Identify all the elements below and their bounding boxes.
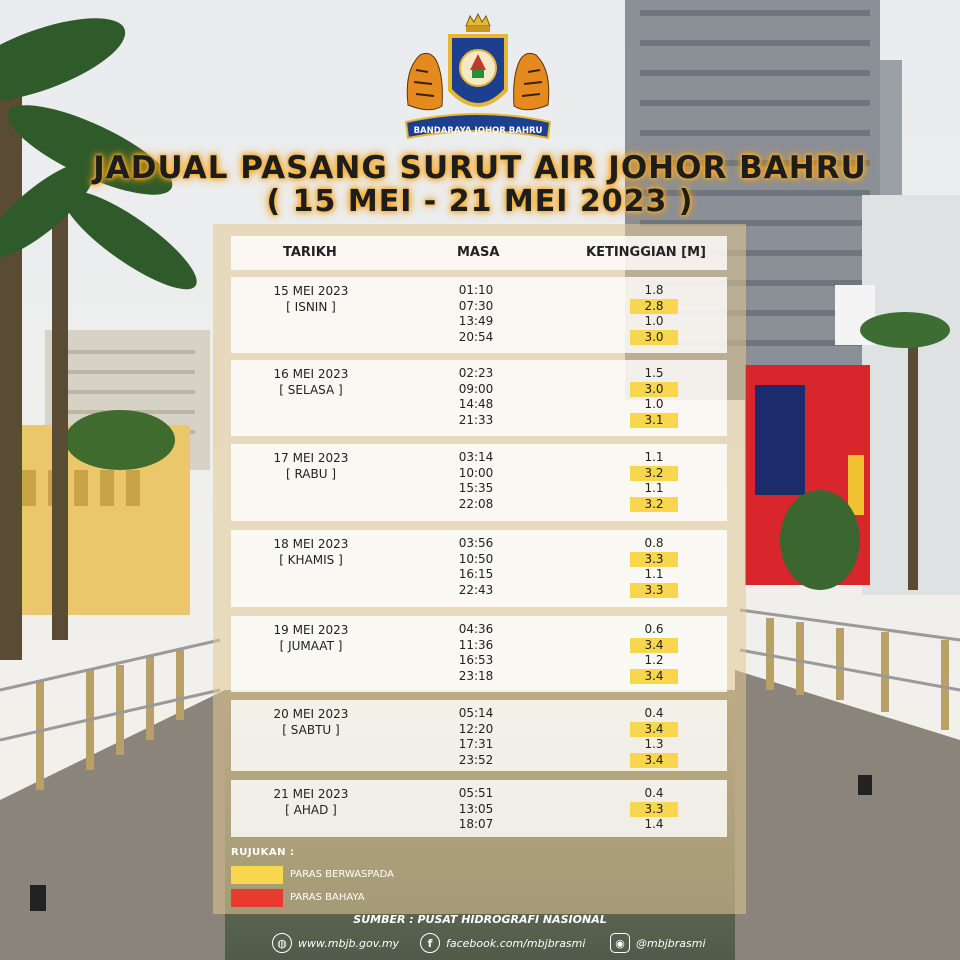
tide-height: 1.2 xyxy=(644,653,664,667)
tide-time: 04:36 xyxy=(458,622,494,636)
weekday-text: [ RABU ] xyxy=(285,467,337,481)
facebook-icon: f xyxy=(420,933,440,953)
day-row xyxy=(231,360,727,436)
facebook-text: facebook.com/mbjbrasmi xyxy=(446,936,586,950)
tide-height-warning: 3.3 xyxy=(630,583,678,599)
source-credit: SUMBER : PUSAT HIDROGRAFI NASIONAL xyxy=(353,913,607,926)
day-date xyxy=(231,366,391,398)
day-row xyxy=(231,700,727,771)
day-date xyxy=(231,536,391,568)
tide-time: 13:49 xyxy=(458,314,494,328)
tide-height: 1.1 xyxy=(644,567,664,581)
legend-title: RUJUKAN : xyxy=(231,847,295,858)
tide-time: 13:05 xyxy=(458,801,494,816)
weekday-text: [ AHAD ] xyxy=(285,803,337,817)
instagram-text: @mbjbrasmi xyxy=(636,936,706,950)
day-row xyxy=(231,444,727,521)
tide-times xyxy=(416,786,536,833)
tide-time: 10:50 xyxy=(458,551,494,566)
tide-height: 0.6 xyxy=(644,622,664,636)
tide-time: 14:48 xyxy=(458,397,494,411)
day-row xyxy=(231,277,727,353)
date-range-title: ( 15 MEI - 21 MEI 2023 ) xyxy=(266,184,694,219)
tide-height-warning: 3.2 xyxy=(630,497,678,513)
weekday-text: [ SABTU ] xyxy=(282,723,340,737)
tide-heights xyxy=(630,283,678,345)
tide-times xyxy=(416,622,536,684)
tide-height: 0.8 xyxy=(644,536,664,550)
tide-time: 21:33 xyxy=(458,412,494,427)
weekday-text: [ ISNIN ] xyxy=(286,300,336,314)
tide-times xyxy=(416,450,536,512)
tide-heights xyxy=(630,786,678,833)
tide-height: 1.0 xyxy=(644,397,664,411)
page-title: JADUAL PASANG SURUT AIR JOHOR BAHRU xyxy=(93,150,867,186)
tide-time: 05:14 xyxy=(458,706,494,720)
tide-height-warning: 3.4 xyxy=(630,669,678,685)
tide-time: 23:18 xyxy=(458,668,494,683)
tide-heights xyxy=(630,450,678,512)
website-link[interactable] xyxy=(272,932,399,954)
header-time: MASA xyxy=(457,245,500,260)
header-height: KETINGGIAN [M] xyxy=(586,245,707,260)
weekday-text: [ SELASA ] xyxy=(279,383,343,397)
tide-height: 0.4 xyxy=(644,786,664,800)
day-date xyxy=(231,450,391,482)
globe-icon: ◍ xyxy=(272,933,292,953)
tide-heights xyxy=(630,706,678,768)
tide-height-warning: 2.8 xyxy=(630,299,678,315)
tide-time: 12:20 xyxy=(458,721,494,736)
tide-height: 0.4 xyxy=(644,706,664,720)
tide-height: 1.1 xyxy=(644,481,664,495)
tide-heights xyxy=(630,536,678,598)
tide-height-warning: 3.4 xyxy=(630,753,678,769)
legend-label-warning: PARAS BERWASPADA xyxy=(290,869,394,880)
tide-times xyxy=(416,706,536,768)
table-header xyxy=(231,236,727,270)
tide-time: 23:52 xyxy=(458,752,494,767)
tide-height-warning: 3.0 xyxy=(630,330,678,346)
tide-time: 15:35 xyxy=(458,481,494,495)
tide-time: 20:54 xyxy=(458,329,494,344)
tide-times xyxy=(416,283,536,345)
date-text: 16 MEI 2023 xyxy=(273,367,349,381)
tide-height: 1.4 xyxy=(644,817,664,831)
tide-time: 03:56 xyxy=(458,536,494,550)
header-date: TARIKH xyxy=(283,245,337,260)
day-date xyxy=(231,622,391,654)
tide-time: 10:00 xyxy=(458,465,494,480)
date-text: 15 MEI 2023 xyxy=(273,284,349,298)
date-text: 19 MEI 2023 xyxy=(273,623,349,637)
day-date xyxy=(231,706,391,738)
instagram-icon: ◉ xyxy=(610,933,630,953)
tide-height: 1.5 xyxy=(644,366,664,380)
tide-height: 1.8 xyxy=(644,283,664,297)
tide-height-warning: 3.0 xyxy=(630,382,678,398)
instagram-link[interactable] xyxy=(610,932,706,954)
tide-height: 1.3 xyxy=(644,737,664,751)
tide-times xyxy=(416,536,536,598)
weekday-text: [ JUMAAT ] xyxy=(279,639,343,653)
day-row xyxy=(231,530,727,607)
tide-height: 1.1 xyxy=(644,450,664,464)
tide-time: 16:53 xyxy=(458,653,494,667)
tide-time: 22:43 xyxy=(458,582,494,597)
tide-time: 11:36 xyxy=(458,637,494,652)
date-text: 21 MEI 2023 xyxy=(273,787,349,801)
tide-time: 16:15 xyxy=(458,567,494,581)
legend-label-danger: PARAS BAHAYA xyxy=(290,892,365,903)
tide-time: 05:51 xyxy=(458,786,494,800)
tide-heights xyxy=(630,622,678,684)
legend-swatch-warning xyxy=(231,866,283,884)
tide-time: 18:07 xyxy=(458,817,494,831)
weekday-text: [ KHAMIS ] xyxy=(279,553,343,567)
tide-height-warning: 3.4 xyxy=(630,722,678,738)
tide-time: 03:14 xyxy=(458,450,494,464)
tide-time: 22:08 xyxy=(458,496,494,511)
tide-height-warning: 3.2 xyxy=(630,466,678,482)
facebook-link[interactable] xyxy=(420,932,585,954)
tide-time: 07:30 xyxy=(458,298,494,313)
date-text: 17 MEI 2023 xyxy=(273,451,349,465)
day-date xyxy=(231,283,391,315)
crest-ribbon-text: BANDARAYA JOHOR BAHRU xyxy=(413,126,543,136)
legend-swatch-danger xyxy=(231,889,283,907)
date-text: 18 MEI 2023 xyxy=(273,537,349,551)
date-text: 20 MEI 2023 xyxy=(273,707,349,721)
tide-height-warning: 3.4 xyxy=(630,638,678,654)
day-date xyxy=(231,786,391,818)
tide-time: 09:00 xyxy=(458,381,494,396)
tide-heights xyxy=(630,366,678,428)
tide-height-warning: 3.1 xyxy=(630,413,678,429)
tide-height-warning: 3.3 xyxy=(630,552,678,568)
tide-time: 17:31 xyxy=(458,737,494,751)
tide-height-warning: 3.3 xyxy=(630,802,678,818)
city-crest-logo xyxy=(398,10,558,150)
tide-time: 02:23 xyxy=(458,366,494,380)
day-row xyxy=(231,780,727,837)
website-text: www.mbjb.gov.my xyxy=(298,936,400,950)
day-row xyxy=(231,616,727,692)
tide-time: 01:10 xyxy=(458,283,494,297)
tide-height: 1.0 xyxy=(644,314,664,328)
tide-times xyxy=(416,366,536,428)
